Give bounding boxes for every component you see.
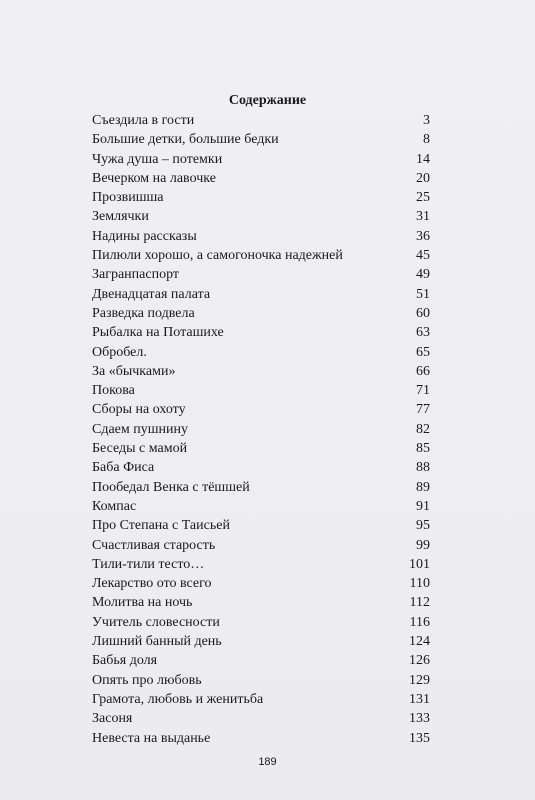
toc-entry-page: 60: [416, 305, 430, 321]
contents-heading: Содержание: [228, 93, 307, 108]
toc-entry-page: 51: [416, 286, 430, 302]
toc-entry-title: Покова: [92, 383, 135, 399]
toc-entry-title: Надины рассказы: [92, 228, 197, 244]
toc-entry-page: 82: [416, 421, 430, 437]
toc-entry-title: Засоня: [92, 711, 133, 727]
toc-entry-title: Пообедал Венка с тёшшей: [92, 479, 250, 495]
toc-entry-title: Двенадцатая палата: [92, 286, 211, 302]
toc-entry-page: 25: [416, 190, 430, 206]
toc-entry-page: 65: [416, 344, 430, 360]
toc-entry: [92, 536, 430, 555]
toc-entry: [92, 381, 430, 400]
toc-entry-title: Счастливая старость: [92, 537, 216, 553]
toc-entry-page: 45: [416, 248, 430, 264]
toc-entry-page: 31: [416, 209, 430, 225]
toc-entry: [92, 246, 430, 265]
toc-entry-page: 91: [416, 498, 430, 514]
toc-entry-title: Молитва на ночь: [92, 595, 193, 611]
toc-entry: [92, 671, 430, 690]
toc-entry-page: 99: [416, 537, 430, 553]
toc-entry-page: 124: [409, 634, 430, 650]
toc-entry: [92, 207, 430, 226]
toc-entry: [92, 265, 430, 284]
toc-entry: [92, 709, 430, 728]
toc-entry-title: Лишний банный день: [92, 634, 222, 650]
toc-entry-title: Большие детки, большие бедки: [92, 132, 279, 148]
toc-entry-title: Пилюли хорошо, а самогоночка надежней: [92, 248, 343, 264]
toc-entry-page: 14: [416, 151, 430, 167]
toc-entry-page: 77: [416, 402, 430, 418]
page-number: 189: [258, 756, 277, 768]
toc-entry: [92, 304, 430, 323]
toc-entry: [92, 497, 430, 516]
toc-entry-title: Баба Фиса: [92, 460, 155, 476]
toc-entry: [92, 188, 430, 207]
toc-entry: [92, 458, 430, 477]
toc-entry-page: 95: [416, 518, 430, 534]
toc-entry-title: Рыбалка на Поташихе: [92, 325, 224, 341]
toc-entry: [92, 343, 430, 362]
toc-entry-page: 135: [409, 730, 430, 746]
toc-entry: [92, 593, 430, 612]
toc-entry: [92, 111, 430, 130]
toc-entry-page: 8: [423, 132, 430, 148]
toc-entry: [92, 150, 430, 169]
toc-entry-page: 63: [416, 325, 430, 341]
toc-entry-page: 110: [409, 576, 430, 592]
toc-entry-title: Тили-тили тесто…: [92, 556, 205, 572]
toc-entry-title: За «бычками»: [92, 363, 176, 379]
toc-entry-page: 88: [416, 460, 430, 476]
toc-entry-title: Грамота, любовь и женитьба: [92, 691, 264, 707]
toc-entry-title: Лекарство ото всего: [92, 576, 212, 592]
toc-entry-title: Невеста на выданье: [92, 730, 211, 746]
toc-entry-page: 85: [416, 441, 430, 457]
toc-entry: [92, 516, 430, 535]
toc-entry-title: Загранпаспорт: [92, 267, 180, 283]
toc-entry-title: Учитель словесности: [92, 614, 220, 630]
toc-entry-page: 131: [409, 691, 430, 707]
toc-entry: [92, 613, 430, 632]
toc-entry: [92, 478, 430, 497]
toc-entry-page: 126: [409, 653, 430, 669]
toc-entry: [92, 227, 430, 246]
toc-entry-page: 49: [416, 267, 430, 283]
toc-entry: [92, 555, 430, 574]
toc-entry-title: Разведка подвела: [92, 305, 195, 321]
toc-entry-page: 89: [416, 479, 430, 495]
toc-entry-title: Прозвишша: [92, 190, 164, 206]
toc-entry-page: 36: [416, 228, 430, 244]
toc-entry-title: Про Степана с Таисьей: [92, 518, 230, 534]
toc-entry: [92, 574, 430, 593]
toc-entry-page: 129: [409, 672, 430, 688]
toc-entry-title: Сдаем пушнину: [92, 421, 188, 437]
toc-entry-title: Обробел.: [92, 344, 147, 360]
toc-entry-page: 112: [409, 595, 430, 611]
toc-entry: [92, 690, 430, 709]
toc-entry: [92, 130, 430, 149]
toc-entry: [92, 400, 430, 419]
table-of-contents: [92, 111, 430, 748]
toc-entry-title: Бабья доля: [92, 653, 158, 669]
toc-entry-title: Чужа душа – потемки: [92, 151, 223, 167]
toc-entry-title: Беседы с мамой: [92, 441, 188, 457]
toc-entry: [92, 169, 430, 188]
toc-entry-page: 3: [423, 113, 430, 128]
toc-entry-title: Съездила в гости: [92, 113, 195, 128]
toc-entry-page: 66: [416, 363, 430, 379]
toc-entry-title: Землячки: [92, 209, 149, 225]
toc-entry: [92, 362, 430, 381]
toc-entry: [92, 285, 430, 304]
toc-entry-title: Вечерком на лавочке: [92, 170, 216, 186]
toc-entry: [92, 323, 430, 342]
toc-entry: [92, 651, 430, 670]
toc-entry-title: Сборы на охоту: [92, 402, 186, 418]
toc-entry: [92, 729, 430, 748]
toc-entry-page: 133: [409, 711, 430, 727]
toc-entry-title: Опять про любовь: [92, 672, 202, 688]
toc-entry-page: 116: [409, 614, 430, 630]
toc-entry: [92, 420, 430, 439]
toc-entry-page: 71: [416, 383, 430, 399]
toc-entry: [92, 632, 430, 651]
toc-entry-page: 20: [416, 170, 430, 186]
toc-entry-page: 101: [409, 556, 430, 572]
toc-entry: [92, 439, 430, 458]
toc-entry-title: Компас: [92, 498, 137, 514]
